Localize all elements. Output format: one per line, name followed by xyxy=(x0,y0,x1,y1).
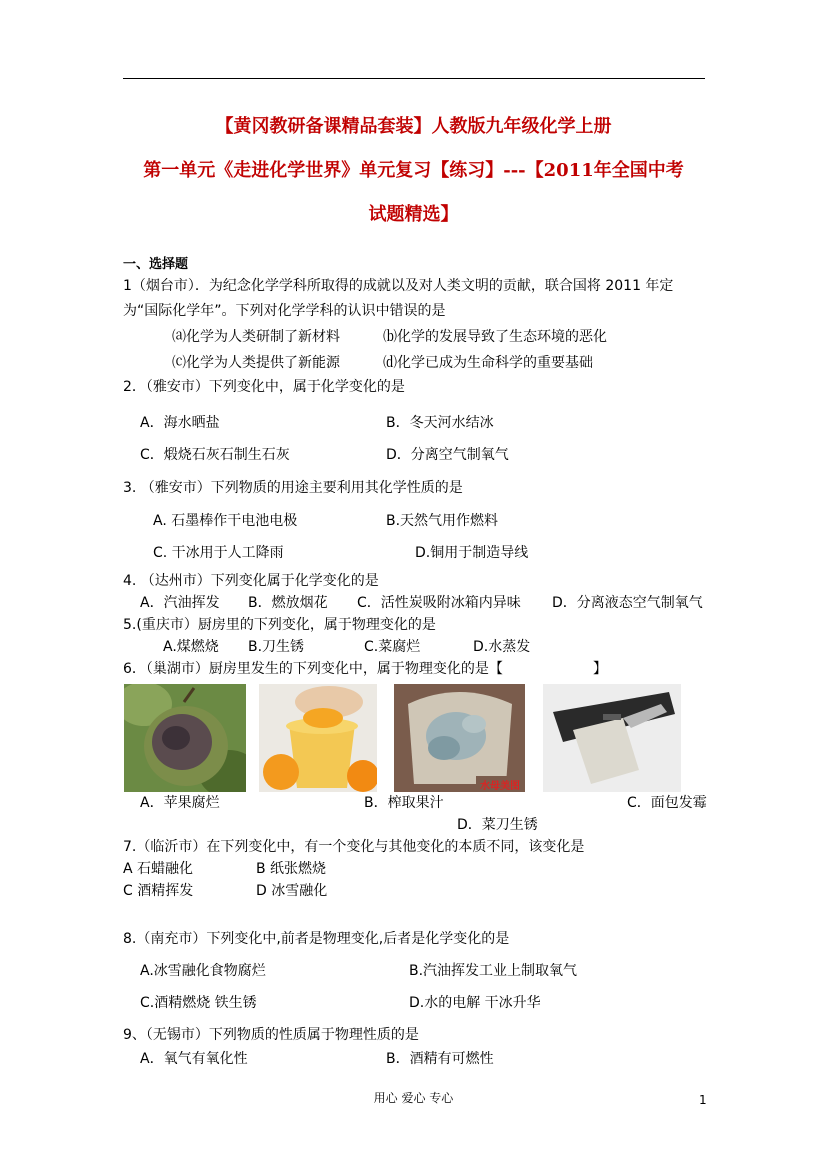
q3-option-d: D.铜用于制造导线 xyxy=(415,545,529,561)
q4-option-d: D．分离液态空气制氧气 xyxy=(552,595,703,611)
q4-option-a: A．汽油挥发 xyxy=(140,595,220,611)
q6-option-c: C．面包发霉 xyxy=(627,795,707,811)
q3-stem: 3. （雅安市）下列物质的用途主要利用其化学性质的是 xyxy=(123,480,463,496)
q9-option-a: A．氧气有氧化性 xyxy=(140,1051,248,1067)
q7-option-c: C 酒精挥发 xyxy=(123,883,194,899)
q1-option-a: ⒜化学为人类研制了新材料 xyxy=(172,329,340,345)
header-rule xyxy=(123,78,705,79)
rotten-apple-image xyxy=(124,684,246,792)
q1-stem-line1: 1（烟台市）．为纪念化学学科所取得的成就以及对人类文明的贡献，联合国将 2011 年定 xyxy=(123,278,674,294)
q9-stem: 9、（无锡市）下列物质的性质属于物理性质的是 xyxy=(123,1027,419,1043)
q8-option-b: B.汽油挥发工业上制取氧气 xyxy=(409,963,578,979)
q3-option-a: A. 石墨棒作干电池电极 xyxy=(153,513,298,529)
title-line-3: 试题精选】 xyxy=(368,204,459,225)
moldy-bread-image xyxy=(394,684,525,792)
q8-option-c: C.酒精燃烧 铁生锈 xyxy=(140,995,257,1011)
q2-option-c: C．煅烧石灰石制生石灰 xyxy=(140,447,290,463)
juicer-image xyxy=(259,684,377,792)
q6-stem: 6．（巢湖市）厨房里发生的下列变化中，属于物理变化的是【 xyxy=(123,661,503,677)
q6-option-d: D．菜刀生锈 xyxy=(457,817,538,833)
q1-option-c: ⒞化学为人类提供了新能源 xyxy=(172,355,340,371)
q7-option-a: A 石蜡融化 xyxy=(123,861,194,877)
page-number: 1 xyxy=(699,1093,707,1107)
q5-option-d: D.水蒸发 xyxy=(473,639,531,655)
q1-stem-line2: 为“国际化学年”。下列对化学学科的认识中错误的是 xyxy=(123,303,446,319)
q1-option-b: ⒝化学的发展导致了生态环境的恶化 xyxy=(383,329,607,345)
q1-option-d: ⒟化学已成为生命科学的重要基础 xyxy=(383,355,593,371)
q8-stem: 8.（南充市）下列变化中,前者是物理变化,后者是化学变化的是 xyxy=(123,931,510,947)
q5-option-b: B.刀生锈 xyxy=(248,639,305,655)
q4-option-c: C．活性炭吸附冰箱内异味 xyxy=(357,595,521,611)
q5-option-c: C.菜腐烂 xyxy=(364,639,421,655)
q2-option-a: A．海水晒盐 xyxy=(140,415,220,431)
q5-option-a: A.煤燃烧 xyxy=(163,639,219,655)
q4-stem: 4. （达州市）下列变化属于化学变化的是 xyxy=(123,573,379,589)
q6-option-a: A．苹果腐烂 xyxy=(140,795,220,811)
q3-option-c: C. 干冰用于人工降雨 xyxy=(153,545,284,561)
bread-watermark: 水母美图 xyxy=(480,781,520,792)
title-line-1: 【黄冈教研备课精品套装】人教版九年级化学上册 xyxy=(215,116,612,137)
q2-option-b: B．冬天河水结冰 xyxy=(386,415,494,431)
q2-option-d: D．分离空气制氧气 xyxy=(386,447,509,463)
q4-option-b: B．燃放烟花 xyxy=(248,595,328,611)
q6-option-b: B．榨取果汁 xyxy=(364,795,444,811)
cleaver-image xyxy=(543,684,681,792)
q9-option-b: B．酒精有可燃性 xyxy=(386,1051,494,1067)
q8-option-d: D.水的电解 干冰升华 xyxy=(409,995,541,1011)
q7-stem: 7.（临沂市）在下列变化中，有一个变化与其他变化的本质不同，该变化是 xyxy=(123,839,585,855)
q6-bracket-close: 】 xyxy=(593,661,607,677)
footer-motto: 用心 爱心 专心 xyxy=(373,1091,454,1105)
q3-option-b: B.天然气用作燃料 xyxy=(386,513,499,529)
q5-stem: 5.(重庆市）厨房里的下列变化，属于物理变化的是 xyxy=(123,617,436,633)
q7-option-b: B 纸张燃烧 xyxy=(256,861,327,877)
q8-option-a: A.冰雪融化食物腐烂 xyxy=(140,963,266,979)
title-line-2: 第一单元《走进化学世界》单元复习【练习】---【2011年全国中考 xyxy=(143,160,684,181)
section-heading: 一、选择题 xyxy=(123,257,189,272)
q7-option-d: D 冰雪融化 xyxy=(256,883,328,899)
q2-stem: 2．（雅安市）下列变化中，属于化学变化的是 xyxy=(123,379,405,395)
